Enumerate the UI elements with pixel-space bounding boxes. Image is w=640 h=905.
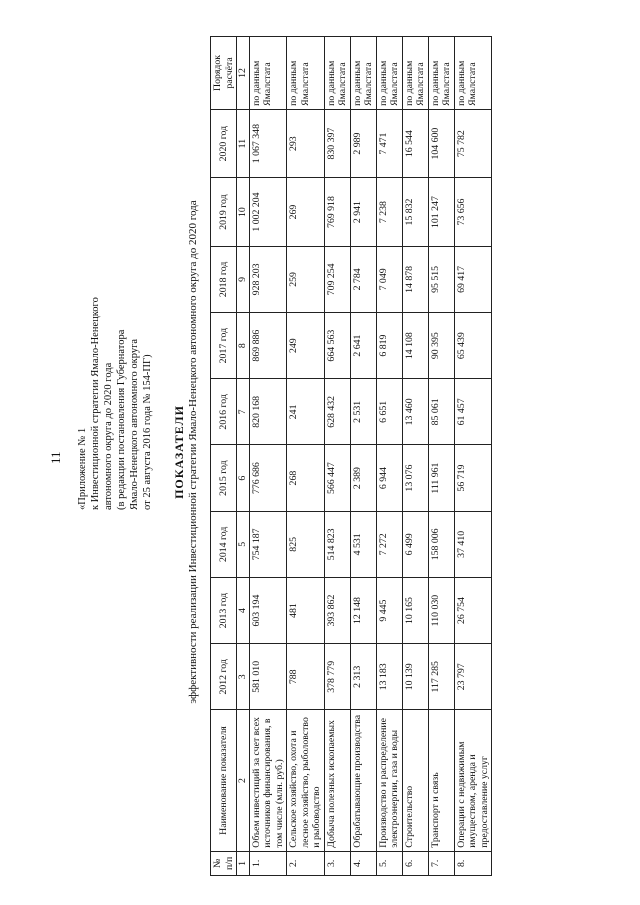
- value-cell: 2 389: [350, 445, 376, 511]
- table-row: [428, 37, 454, 876]
- value-cell: 393 862: [324, 577, 350, 643]
- calc-method: по данным Ямалстата: [402, 37, 428, 110]
- index-cell: 9: [237, 246, 250, 312]
- header-cell: 2015 год: [211, 445, 237, 511]
- document-subtitle: эффективности реализации Инвестиционной стратегии Ямало-Ненецкого автономного округа до 2020 года: [187, 200, 199, 704]
- index-cell: 2: [237, 710, 250, 851]
- header-cell: 2014 год: [211, 511, 237, 577]
- value-cell: 241: [287, 379, 325, 445]
- page-number: 11: [48, 451, 63, 464]
- value-cell: 10 139: [402, 644, 428, 710]
- table-row: [287, 37, 325, 876]
- header-cell: 2019 год: [211, 178, 237, 246]
- value-cell: 158 006: [428, 511, 454, 577]
- value-cell: 65 439: [454, 313, 492, 379]
- header-cell: 2016 год: [211, 379, 237, 445]
- value-cell: 12 148: [350, 577, 376, 643]
- appendix-line: автономного округа до 2020 года: [103, 362, 114, 510]
- value-cell: 23 797: [454, 644, 492, 710]
- value-cell: 1 067 348: [249, 109, 287, 177]
- table-row: [249, 37, 287, 876]
- value-cell: 2 641: [350, 313, 376, 379]
- document-title: ПОКАЗАТЕЛИ: [172, 405, 186, 499]
- appendix-line: Ямало-Ненецкого автономного округа: [129, 338, 140, 510]
- indicator-name: Обрабатывающие производства: [350, 710, 376, 851]
- indicator-name: Объем инвестиций за счет всех источников финансирования, в том числе (млн. руб.): [249, 710, 287, 851]
- value-cell: 709 254: [324, 246, 350, 312]
- value-cell: 268: [287, 445, 325, 511]
- rotated-sheet: [40, 22, 600, 882]
- value-cell: 378 779: [324, 644, 350, 710]
- header-cell: 2018 год: [211, 246, 237, 312]
- indicator-name: Транспорт и связь: [428, 710, 454, 851]
- value-cell: 269: [287, 178, 325, 246]
- index-cell: 3: [237, 644, 250, 710]
- value-cell: 769 918: [324, 178, 350, 246]
- value-cell: 7 272: [376, 511, 402, 577]
- value-cell: 249: [287, 313, 325, 379]
- row-number: 3.: [324, 851, 350, 875]
- value-cell: 104 600: [428, 109, 454, 177]
- value-cell: 13 076: [402, 445, 428, 511]
- row-number: 1.: [249, 851, 287, 875]
- header-cell: 2012 год: [211, 644, 237, 710]
- table-header-row: [211, 37, 237, 876]
- header-cell: Порядок расчёта: [211, 37, 237, 110]
- calc-method: по данным Ямалстата: [350, 37, 376, 110]
- table-row: [454, 37, 492, 876]
- value-cell: 825: [287, 511, 325, 577]
- value-cell: 2 784: [350, 246, 376, 312]
- calc-method: по данным Ямалстата: [249, 37, 287, 110]
- calc-method: по данным Ямалстата: [428, 37, 454, 110]
- index-cell: 4: [237, 577, 250, 643]
- table-row: [324, 37, 350, 876]
- index-cell: 10: [237, 178, 250, 246]
- value-cell: 6 651: [376, 379, 402, 445]
- value-cell: 7 471: [376, 109, 402, 177]
- value-cell: 16 544: [402, 109, 428, 177]
- row-number: 4.: [350, 851, 376, 875]
- value-cell: 514 823: [324, 511, 350, 577]
- value-cell: 117 285: [428, 644, 454, 710]
- calc-method: по данным Ямалстата: [324, 37, 350, 110]
- value-cell: 754 187: [249, 511, 287, 577]
- appendix-note: [76, 150, 154, 510]
- table-row: [402, 37, 428, 876]
- value-cell: 73 656: [454, 178, 492, 246]
- value-cell: 293: [287, 109, 325, 177]
- value-cell: 95 515: [428, 246, 454, 312]
- index-cell: 12: [237, 37, 250, 110]
- header-cell: № п/п: [211, 851, 237, 875]
- indicators-table: [210, 36, 492, 876]
- value-cell: 259: [287, 246, 325, 312]
- table-row: [350, 37, 376, 876]
- calc-method: по данным Ямалстата: [454, 37, 492, 110]
- indicator-name: Строительство: [402, 710, 428, 851]
- header-cell: 2013 год: [211, 577, 237, 643]
- value-cell: 776 686: [249, 445, 287, 511]
- value-cell: 56 719: [454, 445, 492, 511]
- value-cell: 101 247: [428, 178, 454, 246]
- indicator-name: Операции с недвижимым имуществом, аренда и предоставление услуг: [454, 710, 492, 851]
- value-cell: 6 819: [376, 313, 402, 379]
- value-cell: 2 941: [350, 178, 376, 246]
- value-cell: 1 002 204: [249, 178, 287, 246]
- value-cell: 9 445: [376, 577, 402, 643]
- value-cell: 603 194: [249, 577, 287, 643]
- calc-method: по данным Ямалстата: [376, 37, 402, 110]
- value-cell: 61 457: [454, 379, 492, 445]
- header-cell: 2017 год: [211, 313, 237, 379]
- value-cell: 628 432: [324, 379, 350, 445]
- value-cell: 14 108: [402, 313, 428, 379]
- calc-method: по данным Ямалстата: [287, 37, 325, 110]
- value-cell: 15 832: [402, 178, 428, 246]
- value-cell: 820 168: [249, 379, 287, 445]
- value-cell: 14 878: [402, 246, 428, 312]
- table-row: [376, 37, 402, 876]
- index-cell: 6: [237, 445, 250, 511]
- index-cell: 7: [237, 379, 250, 445]
- value-cell: 481: [287, 577, 325, 643]
- index-cell: 8: [237, 313, 250, 379]
- appendix-line: от 25 августа 2016 года № 154-ПГ): [142, 354, 153, 510]
- index-cell: 1: [237, 851, 250, 875]
- header-cell: 2020 год: [211, 109, 237, 177]
- value-cell: 581 010: [249, 644, 287, 710]
- value-cell: 869 886: [249, 313, 287, 379]
- value-cell: 6 944: [376, 445, 402, 511]
- value-cell: 4 531: [350, 511, 376, 577]
- value-cell: 664 563: [324, 313, 350, 379]
- value-cell: 13 460: [402, 379, 428, 445]
- value-cell: 2 531: [350, 379, 376, 445]
- row-number: 6.: [402, 851, 428, 875]
- value-cell: 10 165: [402, 577, 428, 643]
- indicator-name: Добыча полезных ископаемых: [324, 710, 350, 851]
- value-cell: 2 313: [350, 644, 376, 710]
- row-number: 5.: [376, 851, 402, 875]
- value-cell: 13 183: [376, 644, 402, 710]
- value-cell: 2 989: [350, 109, 376, 177]
- value-cell: 111 961: [428, 445, 454, 511]
- value-cell: 110 030: [428, 577, 454, 643]
- value-cell: 7 049: [376, 246, 402, 312]
- value-cell: 85 061: [428, 379, 454, 445]
- value-cell: 26 754: [454, 577, 492, 643]
- row-number: 2.: [287, 851, 325, 875]
- value-cell: 69 417: [454, 246, 492, 312]
- indicator-name: Сельское хозяйство, охота и лесное хозяйство, рыболовство и рыбоводство: [287, 710, 325, 851]
- indicator-name: Производство и распределение электроэнергии, газа и воды: [376, 710, 402, 851]
- value-cell: 75 782: [454, 109, 492, 177]
- row-number: 7.: [428, 851, 454, 875]
- value-cell: 7 238: [376, 178, 402, 246]
- row-number: 8.: [454, 851, 492, 875]
- index-cell: 5: [237, 511, 250, 577]
- appendix-line: к Инвестиционной стратегии Ямало-Ненецкого: [90, 297, 101, 510]
- value-cell: 566 447: [324, 445, 350, 511]
- appendix-line: (в редакции постановления Губернатора: [116, 329, 127, 510]
- document-heading: [172, 22, 199, 882]
- value-cell: 90 395: [428, 313, 454, 379]
- value-cell: 788: [287, 644, 325, 710]
- header-cell: Наименование показателя: [211, 710, 237, 851]
- value-cell: 928 203: [249, 246, 287, 312]
- appendix-line: «Приложение № 1: [77, 427, 88, 510]
- index-cell: 11: [237, 109, 250, 177]
- value-cell: 830 397: [324, 109, 350, 177]
- value-cell: 6 499: [402, 511, 428, 577]
- column-index-row: [237, 37, 250, 876]
- value-cell: 37 410: [454, 511, 492, 577]
